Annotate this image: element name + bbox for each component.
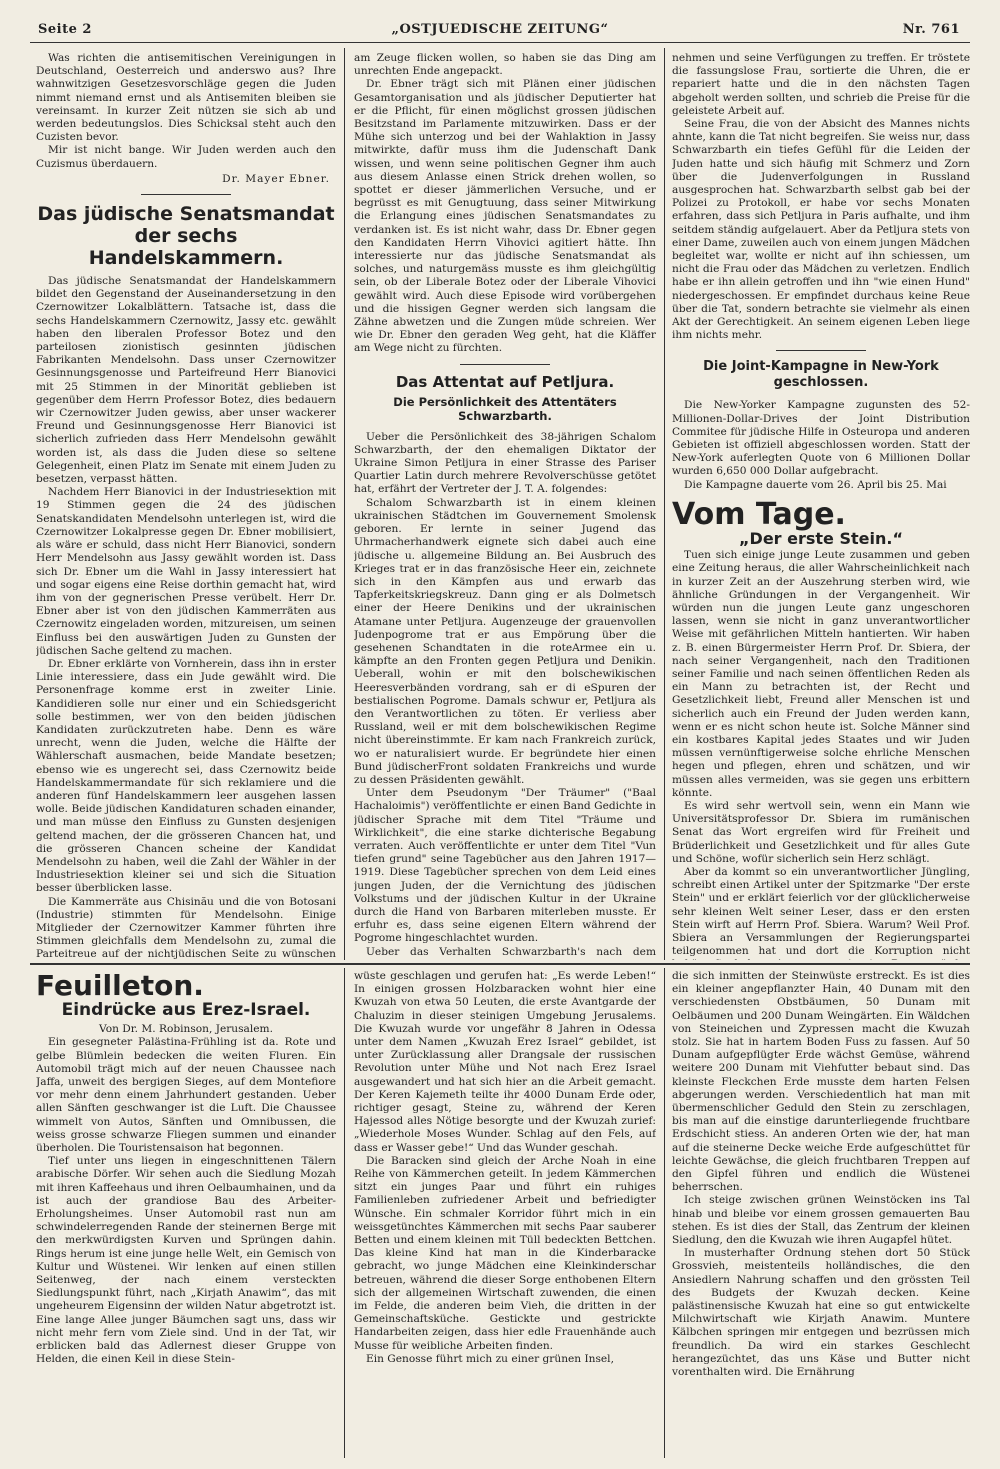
author-signature: Dr. Mayer Ebner. — [222, 172, 330, 185]
ebner-paragraph: Dr. Ebner trägt sich mit Plänen einer jüdischen Gesamtorganisation und als jüdischer Deputierter hat er die Pflicht, für einen möglichst grossen jüdischen Besitzstand im Parlamente mitzuwirken. Dass er der Mühe sich unterzog und bei der Wahlaktion in Jassy mitwirkte, dafür muss ihm die Judenschaft Dank wissen, und wenn seine politischen Gegner ihm auch aus diesem Anlasse einen Strick drehen wollen, so spottet er dieser jämmerlichen Versuche, und er begrüsst es mit Genugtuung, dass seiner Mitwirkung die Erlangung eines jüdischen Senatsmandates zu verdanken ist. Es ist nicht wahr, dass Dr. Ebner gegen den Kandidaten Herrn Vihovici agitiert hätte. Ihn interessierte nur das jüdische Senatsmandat als solches, und naturgemäss musste es ihm gleichgültig sein, ob der Liberale Botez oder der Liberale Vihovici gewählt wird. Auch diese Episode wird vorübergehen und die hissigen Gegner werden sich langsam die Zähne abwetzen und die Zungen müde schreien. Wer wie Dr. Ebner den geraden Weg geht, hat die Kläffer am Wege nicht zu fürchten. — [354, 78, 656, 355]
attentat-subheadline: Die Persönlichkeit des Attentäters Schwarzbarth. — [393, 394, 617, 423]
column-divider-3 — [344, 968, 345, 1458]
section-divider — [776, 350, 866, 351]
issue-number: Nr. 761 — [902, 22, 960, 37]
column-1 — [36, 52, 336, 960]
continued-paragraph: nehmen und seine Verfügungen zu treffen. Er tröstete die fassungslose Frau, sortierte die Uhren, die er repariert hatte und die in den nächsten Tagen abgeholt werden sollten, und schrieb die Preise für die geleistete Arbeit auf. — [672, 52, 970, 117]
section-divider — [460, 364, 550, 365]
column-2 — [354, 52, 656, 960]
header-rule — [30, 42, 970, 43]
page-number: Seite 2 — [38, 22, 92, 37]
feuilleton-paragraph: Die Baracken sind gleich der Arche Noah in eine Reihe von Kämmerchen geteilt. In jedem Kämmerchen sitzt ein junges Paar und führt ein ruhiges Familienleben zufriedener Arbeit und befriedigter Wünsche. Ein schmaler Korridor führt mich in ein weissgetünchtes Kämmerchen mit sechs Paar sauberer Betten und einem kleinen mit Tüll bedeckten Bettchen. Das kleine Kind hat man in die Kinderbaracke gebracht, wo junge Mädchen eine Kleinkinderschar betreuen, während die dieser Sorge enthobenen Eltern sich der allgemeinen Wirtschaft zuwenden, die einen im Felde, die anderen beim Vieh, die dritten in der Gemeinschaftsküche. Gestickte und gestrickte Handarbeiten zeigen, dass hier edle Frauenhände auch Musse für weibliche Arbeiten finden. — [354, 1154, 656, 1352]
senat-headline: Das jüdische Senatsmandat der sechs Handelskammern. — [37, 203, 335, 270]
intro-paragraph-2: Mir ist nicht bange. Wir Juden werden auch den Cuzismus überdauern. — [36, 144, 336, 170]
continued-paragraph: am Zeuge flicken wollen, so haben sie das Ding am unrechten Ende angepackt. — [354, 52, 656, 78]
column-divider-4 — [664, 968, 665, 1458]
joint-paragraph: Die Kampagne dauerte vom 26. April bis 25. Mai — [684, 478, 947, 491]
feuilleton-paragraph: Ein Genosse führt mich zu einer grünen Insel, — [366, 1352, 614, 1365]
feuilleton-column-1 — [36, 970, 336, 1460]
vom-tage-paragraph: Tuen sich einige junge Leute zusammen und geben eine Zeitung heraus, die aller Wahrscheinlichkeit nach in kurzer Zeit an der Auszehrung sterben wird, wie ähnliche Gründungen in der Vergangenheit. Wir würden nun die jungen Leute ganz ungeschoren lassen, wenn sie nicht in ganz unverantwortlicher Weise mit gefährlichen Mitteln hantierten. Wir haben z. B. einen Bürgermeister Herrn Prof. Dr. Sbiera, der nach seiner Vergangenheit, nach den Traditionen seiner Familie und nach seinen öffentlichen Reden als ein Mann zu betrachten ist, der Recht und Gesetzlichkeit liebt, Freund aller Menschen ist und sicherlich auch ein Freund der Juden werden kann, wenn er es nicht schon heute ist. Solche Männer sind ein kostbares Kapital jedes Staates und wir Juden müssen vernünftigerweise solche ehrliche Menschen hegen und pflegen, ehren und schätzen, und wir müssen alles vermeiden, was sie gegen uns erbittern könnte. — [672, 549, 970, 799]
feuilleton-rule — [30, 963, 970, 965]
column-divider-1 — [344, 48, 345, 960]
column-divider-2 — [664, 48, 665, 960]
feuilleton-column-2 — [354, 970, 656, 1460]
senat-paragraph: Dr. Ebner erklärte von Vornherein, dass ihn in erster Linie interessiere, dass ein Jude gewählt wird. Die Personenfrage komme erst in zweiter Linie. Kandidieren solle nur einer und ein Schiedsgericht solle bestimmen, wer von den beiden jüdischen Kandidaten zurückzutreten habe. Denn es wäre unrecht, wenn die Juden, welche die Hälfte der Wählerschaft ausmachen, beide Mandate besetzen; ebenso wie es ungerecht sei, dass Czernowitz beide Handelskammermandate für sich reklamiere und die anderen fünf Handelskammern leer ausgehen lassen wolle. Beide jüdischen Kandidaturen schaden einander, und man müsse den Einfluss zu Gunsten desjenigen geltend machen, der die grösseren Chancen hat, und die grösseren Chancen scheine der Kandidat Mendelsohn zu haben, weil die Zahl der Wähler in der Industriesektion kleiner sei und sich die Situation besser überblicken lasse. — [36, 657, 336, 895]
feuilleton-paragraph: Ein gesegneter Palästina-Frühling ist da. Rote und gelbe Blümlein bedecken die weiten Fluren. Ein Automobil trägt mich auf der neuen Chaussee nach Jaffa, unweit des bergigen Sieges, auf dem Montefiore vor mehr denn einem Jahrhundert gestanden. Ueber allen Sänften geschwanger ist die Luft. Die Chaussee wimmelt von Autos, Sänften und Omnibussen, die weiss grosse schwarze Fliegen summen und einander überholen. Die Touristensaison hat begonnen. — [36, 1036, 336, 1155]
feuilleton-paragraph: Ich steige zwischen grünen Weinstöcken ins Tal hinab und bleibe vor einem grossen gemauerten Bau stehen. Es ist dies der Stall, das Zentrum der kleinen Siedlung, den die Kwuzah wie ihren Augapfel hütet. — [672, 1194, 970, 1247]
section-divider — [141, 194, 231, 195]
attentat-paragraph: Ueber die Persönlichkeit des 38-jährigen Schalom Schwarzbarth, der den ehemaligen Diktator der Ukraine Simon Petljura in einer Strasse des Pariser Quartier Latin durch mehrere Revolverschüsse getötet hat, erfährt der Vertreter der J. T. A. folgendes: — [354, 430, 656, 496]
attentat-headline: Das Attentat auf Petljura. — [395, 372, 615, 391]
wife-paragraph: Seine Frau, die von der Absicht des Mannes nichts ahnte, kann die Tat nicht begreifen. Sie weiss nur, dass Schwarzbarth ein tiefes Gefühl für die Leiden der Juden hatte und sich häufig mit Schmerz und Zorn über die Judenverfolgungen in Russland ausgesprochen hat. Schwarzbarth selbst gab bei der Polizei zu Protokoll, er habe vor sechs Monaten erfahren, dass sich Petljura in Paris aufhalte, und ihm seitdem ständig aufgelauert. Aber da Petljura stets von einer Dame, zuweilen auch von einem jungen Mädchen begleitet war, wollte er nicht auf ihn schiessen, um nicht die Frau oder das Mädchen zu verletzen. Endlich habe er ihn allein getroffen und ihn "wie einen Hund" niedergeschossen. Er empfindet durchaus keine Reue über die Tat, sondern betrachte sie vielmehr als einen Akt der Gerechtigkeit. An seinem eigenen Leben liege ihm nichts mehr. — [672, 118, 970, 342]
feuilleton-byline: Von Dr. M. Robinson, Jerusalem. — [99, 1023, 273, 1036]
feuilleton-paragraph: die sich inmitten der Steinwüste erstreckt. Es ist dies ein kleiner angepflanzter Hain, 40 Dunam mit den verschiedensten Obstbäumen, 50 Dunam mit Oelbäumen und 200 Dunam Weingärten. Ein Wäldchen von Steineichen und Zypressen macht die Kwuzah stolz. Sie hat in hartem Boden Fuss zu fassen. Auf 50 Dunam aufgepflügter Erde wächst Gemüse, während weitere 200 Dunam mit Viehfutter bebaut sind. Das kleinste Fleckchen Erde musste dem harten Felsen abgerungen werden. Verschiedentlich hat man mit übermenschlicher Geduld den Stein zu zerschlagen, bis man auf die einstige darunterliegende fruchtbare Erdschicht stiess. An anderen Orten wie der, hat man auf die steinerne Decke weiche Erde aufgeschüttet für leichte Gewächse, die gleich fruchtbaren Treppen auf den Gipfel führen und endlich die Wüstenei beherrschen. — [672, 970, 970, 1194]
senat-paragraph: Nachdem Herr Bianovici in der Industriesektion mit 19 Stimmen gegen die 24 des jüdischen Senatskandidaten Mendelsohn unterlegen ist, wird die Czernowitzer Lokalpresse gegen Dr. Ebner mobilisiert, als wäre er schuld, dass nicht Herr Bianovici, sondern Herr Mendelsohn aus Jassy gewählt worden ist. Dass sich Dr. Ebner um die Wahl in Jassy interessiert hat und sogar eigens eine Reise dorthin gemacht hat, wird ihm von der gegnerischen Presse verübelt. Herr Dr. Ebner aber ist von den jüdischen Kammerräten aus Czernowitz eingeladen worden, mitzureisen, um seinen Einfluss bei den auswärtigen Juden zu Gunsten der jüdischen Sache geltend zu machen. — [36, 486, 336, 657]
feuilleton-subheadline: Eindrücke aus Erez-Israel. — [61, 1000, 311, 1020]
senat-paragraph: Das jüdische Senatsmandat der Handelskammern bildet den Gegenstand der Auseinandersetzung in den Czernowitzer Lokalblättern. Tatsache ist, dass die sechs Handelskammern Czernowitz, Jassy etc. gewählt haben den liberalen Professor Botez und den parteilosen zionistisch gesinnten jüdischen Fabrikanten Mendelsohn. Dass unser Czernowitzer Gesinnungsgenosse und Parteifreund Herr Bianovici mit 25 Stimmen in der Minorität geblieben ist gegenüber dem Herrn Professor Botez, dies bedauern wir Czernowitzer Juden gewiss, aber unser wackerer Freund und Gesinnungsgenosse Herr Bianovici ist sicherlich zufrieden dass Herr Mendelsohn gewählt worden ist, als dass die Juden diese so seltene Gelegenheit, einen Platz im Senate mit einem Juden zu besetzen, verpasst hätten. — [36, 275, 336, 486]
feuilleton-paragraph: In musterhafter Ordnung stehen dort 50 Stück Grossvieh, meistenteils holländisches, die den Ansiedlern Nahrung schaffen und den grössten Teil des Budgets der Kwuzah decken. Keine palästinensische Kwuzah hat eine so gut entwickelte Milchwirtschaft wie Kirjath Anawim. Muntere Kälbchen springen mir entgegen und bezrüssen mich freundlich. Da wird ein starkes Geschlecht herangezüchtet, das uns Käse und Butter nicht vorenthalten wird. Die Ernährung — [672, 1247, 970, 1379]
feuilleton-paragraph: Tief unter uns liegen in eingeschnittenen Tälern arabische Dörfer. Wir sehen auch die Siedlung Mozah mit ihren Kaffeehaus und ihren Oelbaumhainen, und da ist auch der grandiose Bau des Arbeiter-Erholungsheimes. Unser Automobil rast nun am schwindelerregenden Rande der steinernen Berge mit den merkwürdigsten Kurven und Sprüngen dahin. Rings herum ist eine junge helle Welt, ein Gemisch von Kultur und Wüstenei. Wir lenken auf einen stillen Seitenweg, der nach einem versteckten Siedlungspunkt führt, nach „Kirjath Anawim“, das mit ungeheurem Eigensinn der wilden Natur abgetrotzt ist. Eine lange Allee junger Bäumchen sagt uns, dass wir nicht mehr fern vom Ziele sind. Und in der Tat, wir erblicken bald das Adlernest dieser Gruppe von Helden, die einen Keil in diese Stein- — [36, 1155, 336, 1366]
joint-paragraph: Die New-Yorker Kampagne zugunsten des 52-Millionen-Dollar-Drives der Joint Distribution Commitee für jüdische Hilfe in Osteuropa und anderen Gebieten ist offiziell abgeschlossen worden. Statt der New-York auferlegten Quote von 6 Millionen Dollar wurden 6,650 000 Dollar aufgebracht. — [672, 399, 970, 478]
vom-tage-paragraph: Aber da kommt so ein unverantwortlicher Jüngling, schreibt einen Artikel unter der Spitzmarke "Der erste Stein" und er erklärt feierlich vor der glücklicherweise sehr kleinen Welt seiner Leser, dass er den ersten Stein wirft auf Herrn Prof. Sbiera. Warum? Weil Prof. Sbiera an Versammlungen der Regierungspartei teilgenommen hat und dort die Korruption nicht — [672, 865, 970, 958]
feuilleton-headline: Feuilleton. — [36, 970, 204, 1002]
attentat-paragraph: Ueber das Verhalten Schwarzbarth's nach dem — [366, 945, 656, 958]
feuilleton-column-3 — [672, 970, 970, 1460]
joint-headline: Die Joint-Kampagne in New-York geschlossen. — [703, 359, 939, 391]
masthead: „OSTJUEDISCHE ZEITUNG“ — [391, 22, 609, 37]
vom-tage-headline: Vom Tage. — [672, 496, 846, 532]
senat-paragraph: Die Kammerräte aus Chisinău und die von Botosani (Industrie) stimmten für Mendelsohn. Einige Mitglieder der Czernowitzer Kammer führten ihre Stimmen gleichfalls dem Mendelsohn zu, zumal die Parteitreue auf der nichtjüdischen Seite zu wünschen — [36, 895, 336, 960]
intro-paragraph: Was richten die antisemitischen Vereinigungen in Deutschland, Oesterreich und anderswo aus? Ihre wahnwitzigen Gesetzesvorschläge gegen die Juden nimmt niemand ernst und als Antisemiten bleiben sie vereinsamt. In kurzer Zeit nützen sie sich ab und werden bedeutungslos. Dies Schicksal steht auch den Cuzisten bevor. — [36, 52, 336, 144]
column-3 — [672, 52, 970, 960]
vom-tage-subheadline: „Der erste Stein.“ — [739, 528, 903, 548]
attentat-paragraph: Schalom Schwarzbarth ist in einem kleinen ukrainischen Städtchen im Gouvernement Smolensk geboren. Er lernte in seiner Jugend das Uhrmacherhandwerk eignete sich dabei auch eine jüdische u. allgemeine Bildung an. Bei Ausbruch des Krieges trat er in das französische Heer ein, zeichnete sich in den Kämpfen aus und erwarb das Tapferkeitskriegskreuz. Dann ging er als Dolmetsch einer der Heere Denikins und der ukrainischen Atamane unter Petljura. Augenzeuge der grauenvollen Judenpogrome trat er aus Empörung über die gesehenen Schandtaten in die roteArmee ein u. kämpfte an den Fronten gegen Petljura und Denikin. Ueberall, wohin er mit den bolschewikischen Heeresverbänden vordrang, sah er di eSpuren der bestialischen Pogrome. Damals schwur er, Petljura als den Verantwortlichen zu töten. Er verliess aber Russland, weil er mit dem bolschewikischen Regime nicht übereinstimmte. Er kam nach Frankreich zurück, wo er naturalisiert wurde. Er begründete hier einen Bund jüdischerFront soldaten Frankreichs und wurde zu dessen Präsidenten gewählt. — [354, 496, 656, 786]
attentat-paragraph: Unter dem Pseudonym "Der Träumer" ("Baal Hachaloimis") veröffentlichte er einen Band Gedichte in jüdischer Sprache mit dem Titel "Träume und Wirklichkeit", die eine starke dichterische Begabung verraten. Auch veröffentlichte er unter dem Titel "Vun tiefen grund" seine Tagebücher aus den Jahren 1917—1919. Diese Tagebücher sprechen von dem Leid eines jungen Juden, der die Vernichtung des jüdischen Volkstums und der jüdischen Kultur in der Ukraine durch die Hand von Barbaren miterleben musste. Er erfuhr es, dass seine eigenen Eltern während der Pogrome hingeschlachtet wurden. — [354, 787, 656, 945]
feuilleton-paragraph: wüste geschlagen und gerufen hat: „Es werde Leben!“ In einigen grossen Holzbaracken wohnt hier eine Kwuzah von etwa 50 Leuten, die erste Avantgarde der Chaluzim in dieser steinigen Umgebung Jerusalems. Die Kwuzah wurde vor ungefähr 8 Jahren in Odessa unter dem Namen „Kwuzah Erez Israel“ gebildet, ist unter Zurücklassung aller Drangsale der russischen Revolution unter Mühe und Not nach Erez Israel ausgewandert und hat sich hier an die Arbeit gemacht. Der Keren Kajemeth teilte ihr 4000 Dunam Erde oder, richtiger gesagt, Steine zu, während der Keren Hajessod alles Nötige besorgte und der Kwuzah zurief: „Wiederhole Moses Wunder. Schlag auf den Fels, auf dass er Wasser gebe!“ Und das Wunder geschah. — [354, 970, 656, 1154]
vom-tage-paragraph: Es wird sehr wertvoll sein, wenn ein Mann wie Universitätsprofessor Dr. Sbiera im rumänischen Senat das Wort ergreifen wird für Freiheit und Brüderlichkeit und Gesetzlichkeit und für alles Gute und Schöne, wofür sicherlich sein Herz schlägt. — [672, 799, 970, 865]
